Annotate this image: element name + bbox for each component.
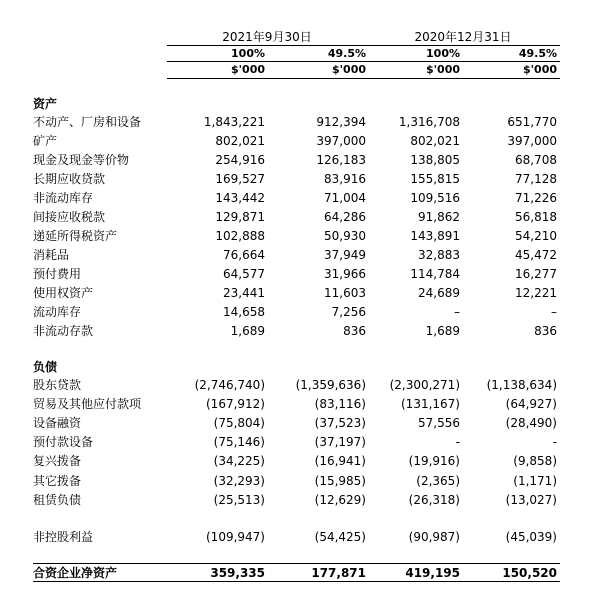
total-row-label: 合资企业净资产 [33,566,118,580]
asset-row-5-value-3: 56,818 [515,210,557,224]
liability-row-3-value-2: - [455,435,460,449]
asset-row-11-value-3: 836 [534,324,557,338]
asset-row-8-value-1: 31,966 [324,267,366,281]
asset-row-7-value-3: 45,472 [515,248,557,262]
asset-row-10-label: 流动库存 [33,305,82,319]
asset-row-7-value-2: 32,883 [418,248,460,262]
asset-row-3-value-2: 155,815 [410,172,460,186]
asset-row-8-value-2: 114,784 [410,267,460,281]
asset-row-4-label: 非流动库存 [33,191,94,205]
liability-row-1-value-3: (64,927) [505,397,557,411]
asset-row-10-value-2: – [454,305,460,319]
asset-row-4-value-2: 109,516 [410,191,460,205]
non-controlling-row-value-2: (90,987) [408,530,460,544]
asset-row-10-value-3: – [551,305,557,319]
liabilities-heading: 负债 [33,360,58,374]
asset-row-5-label: 间接应收税款 [33,210,106,224]
asset-row-7-label: 消耗品 [33,248,70,262]
asset-row-10-value-0: 14,658 [223,305,265,319]
liability-row-6-value-2: (26,318) [408,493,460,507]
unit-header-1: $'000 [332,63,366,76]
liability-row-4-value-3: (9,858) [513,454,557,468]
asset-row-6-value-3: 54,210 [515,229,557,243]
liability-row-1-value-0: (167,912) [206,397,265,411]
asset-row-1-value-2: 802,021 [410,134,460,148]
asset-row-0-label: 不动产、厂房和设备 [33,115,142,129]
asset-row-9-value-1: 11,603 [324,286,366,300]
asset-row-7-value-0: 76,664 [223,248,265,262]
asset-row-10-value-1: 7,256 [331,305,366,319]
unit-header-3: $'000 [523,63,557,76]
asset-row-4-value-1: 71,004 [324,191,366,205]
liability-row-4-value-2: (19,916) [408,454,460,468]
liability-row-2-value-3: (28,490) [505,416,557,430]
non-controlling-row-value-1: (54,425) [314,530,366,544]
asset-row-2-value-3: 68,708 [515,153,557,167]
total-row-value-2: 419,195 [405,566,460,580]
asset-row-11-label: 非流动存款 [33,324,94,338]
asset-row-0-value-3: 651,770 [507,115,557,129]
liability-row-6-value-3: (13,027) [505,493,557,507]
unit-header-0: $'000 [231,63,265,76]
liability-row-1-value-1: (83,116) [314,397,366,411]
asset-row-11-value-0: 1,689 [230,324,265,338]
asset-row-9-label: 使用权资产 [33,286,94,300]
asset-row-0-value-0: 1,843,221 [203,115,265,129]
asset-row-3-value-1: 83,916 [324,172,366,186]
liability-row-3-value-1: (37,197) [314,435,366,449]
share-header-1: 49.5% [327,47,366,60]
asset-row-6-value-0: 102,888 [215,229,265,243]
asset-row-7-value-1: 37,949 [324,248,366,262]
liability-row-4-label: 复兴拨备 [33,454,82,468]
total-top-line [33,563,560,564]
asset-row-5-value-2: 91,862 [418,210,460,224]
asset-row-2-value-1: 126,183 [316,153,366,167]
asset-row-2-value-2: 138,805 [410,153,460,167]
asset-row-1-value-0: 802,021 [215,134,265,148]
total-row-value-3: 150,520 [502,566,557,580]
asset-row-9-value-0: 23,441 [223,286,265,300]
liability-row-0-value-3: (1,138,634) [486,378,557,392]
liability-row-6-value-0: (25,513) [213,493,265,507]
share-underline [167,61,560,62]
total-row-value-1: 177,871 [311,566,366,580]
asset-row-2-value-0: 254,916 [215,153,265,167]
period-underline-2020 [363,45,560,46]
liability-row-6-label: 租赁负债 [33,493,82,507]
liability-row-0-label: 股东贷款 [33,378,82,392]
asset-row-1-value-1: 397,000 [316,134,366,148]
period-header-2021: 2021年9月30日 [222,30,312,44]
asset-row-1-label: 矿产 [33,134,58,148]
liability-row-4-value-1: (16,941) [314,454,366,468]
asset-row-9-value-2: 24,689 [418,286,460,300]
liability-row-5-value-1: (15,985) [314,474,366,488]
liability-row-5-value-3: (1,171) [513,474,557,488]
liability-row-2-value-0: (75,804) [213,416,265,430]
share-header-3: 49.5% [518,47,557,60]
liability-row-0-value-2: (2,300,271) [389,378,460,392]
asset-row-11-value-2: 1,689 [425,324,460,338]
asset-row-9-value-3: 12,221 [515,286,557,300]
asset-row-6-value-1: 50,930 [324,229,366,243]
asset-row-0-value-2: 1,316,708 [398,115,460,129]
liability-row-2-label: 设备融资 [33,416,82,430]
asset-row-4-value-3: 71,226 [515,191,557,205]
non-controlling-row-value-0: (109,947) [206,530,265,544]
asset-row-5-value-1: 64,286 [324,210,366,224]
asset-row-3-value-0: 169,527 [215,172,265,186]
liability-row-0-value-1: (1,359,636) [295,378,366,392]
liability-row-5-value-0: (32,293) [213,474,265,488]
asset-row-3-value-3: 77,128 [515,172,557,186]
liability-row-3-value-0: (75,146) [213,435,265,449]
assets-heading: 资产 [33,97,58,111]
asset-row-11-value-1: 836 [343,324,366,338]
liability-row-2-value-2: 57,556 [418,416,460,430]
liability-row-0-value-0: (2,746,740) [194,378,265,392]
liability-row-3-label: 预付款设备 [33,435,94,449]
asset-row-8-value-0: 64,577 [223,267,265,281]
unit-header-2: $'000 [426,63,460,76]
asset-row-5-value-0: 129,871 [215,210,265,224]
asset-row-0-value-1: 912,394 [316,115,366,129]
non-controlling-row-value-3: (45,039) [505,530,557,544]
period-header-2020: 2020年12月31日 [414,30,512,44]
liability-row-5-label: 其它拨备 [33,474,82,488]
total-row-value-0: 359,335 [210,566,265,580]
liability-row-4-value-0: (34,225) [213,454,265,468]
liability-row-2-value-1: (37,523) [314,416,366,430]
liability-row-1-value-2: (131,167) [401,397,460,411]
asset-row-6-label: 递延所得税资产 [33,229,118,243]
liability-row-3-value-3: - [552,435,557,449]
asset-row-1-value-3: 397,000 [507,134,557,148]
asset-row-8-label: 预付费用 [33,267,82,281]
share-header-2: 100% [426,47,460,60]
liability-row-6-value-1: (12,629) [314,493,366,507]
asset-row-6-value-2: 143,891 [410,229,460,243]
asset-row-3-label: 长期应收贷款 [33,172,106,186]
asset-row-8-value-3: 16,277 [515,267,557,281]
liability-row-5-value-2: (2,365) [416,474,460,488]
liability-row-1-label: 贸易及其他应付款项 [33,397,142,411]
share-header-0: 100% [231,47,265,60]
asset-row-4-value-0: 143,442 [215,191,265,205]
unit-underline [167,78,560,79]
non-controlling-row-label: 非控股利益 [33,530,94,544]
total-bottom-line [33,581,560,582]
asset-row-2-label: 现金及现金等价物 [33,153,130,167]
period-underline-2021 [167,45,366,46]
